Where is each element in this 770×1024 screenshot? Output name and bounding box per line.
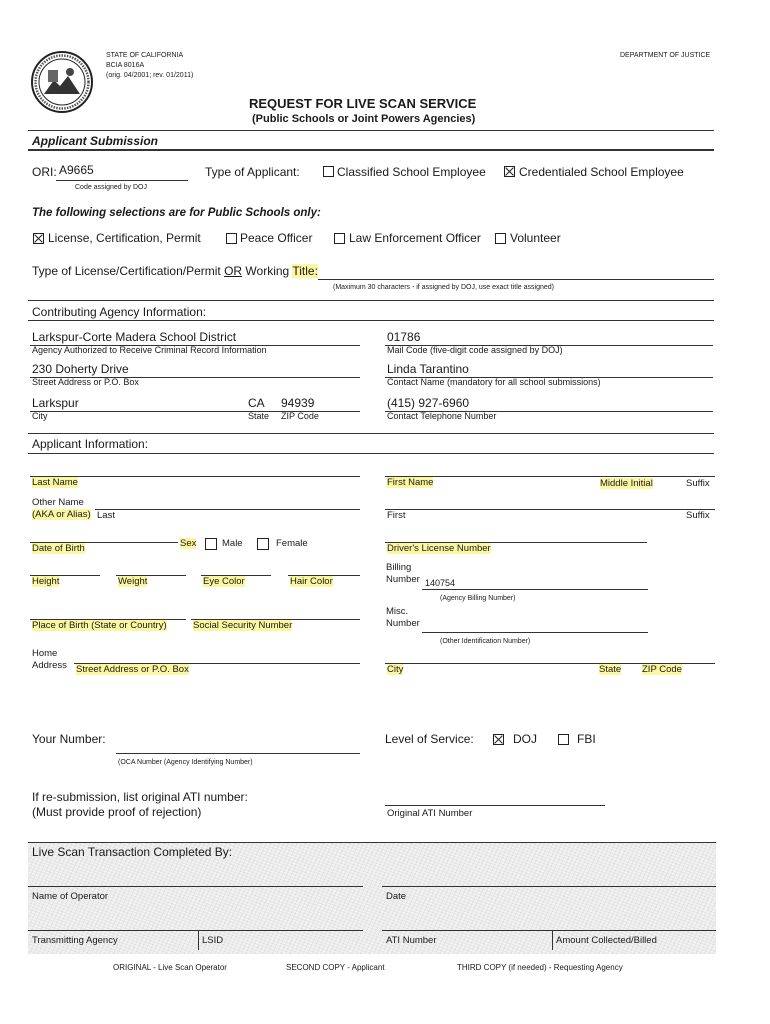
misc-label-b: Number <box>386 618 420 629</box>
billing-number-field[interactable]: 140754 <box>425 578 456 588</box>
level-of-service-label: Level of Service: <box>385 732 474 746</box>
place-of-birth-field[interactable]: Place of Birth (State or Country) <box>32 620 167 631</box>
home-city-field[interactable]: City <box>387 664 404 675</box>
ori-label: ORI: <box>32 165 57 179</box>
type-title-label: Type of License/Certification/Permit OR Working Title: <box>32 264 318 278</box>
phone-label: Contact Telephone Number <box>387 411 497 421</box>
city-label: City <box>32 411 48 421</box>
applicant-heading: Applicant Information: <box>32 437 149 451</box>
male-checkbox[interactable] <box>205 538 217 550</box>
zip-field[interactable]: 94939 <box>281 396 315 410</box>
form-id: BCIA 8016A <box>106 62 145 69</box>
classified-employee-label: Classified School Employee <box>337 165 486 179</box>
female-label: Female <box>276 538 308 549</box>
resubmission-note: (Must provide proof of rejection) <box>32 805 202 819</box>
footer-second: SECOND COPY - Applicant <box>286 963 385 972</box>
zip-label: ZIP Code <box>281 411 319 421</box>
footer-original: ORIGINAL - Live Scan Operator <box>113 963 227 972</box>
credentialed-employee-checkbox[interactable] <box>504 166 515 177</box>
suffix-field[interactable]: Suffix <box>686 478 710 489</box>
last-name-field[interactable]: Last Name <box>32 477 78 488</box>
mail-code-field[interactable]: 01786 <box>387 330 421 344</box>
transmitting-agency-field[interactable]: Transmitting Agency <box>32 935 118 946</box>
city-field[interactable]: Larkspur <box>32 396 79 410</box>
phone-field[interactable]: (415) 927-6960 <box>387 396 470 410</box>
first-name-field[interactable]: First Name <box>387 477 434 488</box>
amount-collected-field[interactable]: Amount Collected/Billed <box>556 935 657 946</box>
misc-note: (Other Identification Number) <box>440 638 531 645</box>
contributing-heading: Contributing Agency Information: <box>32 305 207 319</box>
other-suffix-field[interactable]: Suffix <box>686 510 710 521</box>
law-enforcement-checkbox[interactable] <box>334 233 345 244</box>
original-ati-field[interactable]: Original ATI Number <box>387 808 473 819</box>
operator-field[interactable]: Name of Operator <box>32 891 109 902</box>
peace-officer-checkbox[interactable] <box>226 233 237 244</box>
ssn-field[interactable]: Social Security Number <box>193 620 293 631</box>
home-zip-field[interactable]: ZIP Code <box>642 664 682 675</box>
drivers-license-field[interactable]: Driver's License Number <box>387 543 491 554</box>
ati-number-field[interactable]: ATI Number <box>386 935 437 946</box>
sex-label: Sex <box>180 538 197 549</box>
volunteer-checkbox[interactable] <box>495 233 506 244</box>
your-number-label: Your Number: <box>32 732 106 746</box>
department-label: DEPARTMENT OF JUSTICE <box>620 52 711 59</box>
state-field[interactable]: CA <box>248 396 265 410</box>
height-field[interactable]: Height <box>32 576 60 587</box>
mail-code-label: Mail Code (five-digit code assigned by DOJ) <box>387 345 563 355</box>
lsid-field[interactable]: LSID <box>202 935 224 946</box>
fbi-label: FBI <box>577 732 596 746</box>
license-checkbox[interactable] <box>33 233 44 244</box>
contact-name-label: Contact Name (mandatory for all school submissions) <box>387 377 601 387</box>
date-field[interactable]: Date <box>386 891 407 902</box>
home-state-field[interactable]: State <box>599 664 622 675</box>
applicant-submission-heading: Applicant Submission <box>32 134 159 148</box>
law-enforcement-label: Law Enforcement Officer <box>349 231 481 245</box>
weight-field[interactable]: Weight <box>118 576 148 587</box>
doj-checkbox[interactable] <box>493 734 504 745</box>
other-name-label: Other Name <box>32 497 84 508</box>
aka-label: (AKA or Alias) <box>32 509 91 520</box>
contact-name-field[interactable]: Linda Tarantino <box>387 362 469 376</box>
type-title-note: (Maximum 30 characters - if assigned by DOJ, use exact title assigned) <box>333 284 554 291</box>
street-field[interactable]: 230 Doherty Drive <box>32 362 129 376</box>
billing-label-b: Number <box>386 574 420 585</box>
completed-by-heading: Live Scan Transaction Completed By: <box>32 845 233 859</box>
hair-color-field[interactable]: Hair Color <box>290 576 333 587</box>
volunteer-label: Volunteer <box>510 231 561 245</box>
footer-third: THIRD COPY (if needed) - Requesting Agency <box>457 963 623 972</box>
classified-employee-checkbox[interactable] <box>323 166 334 177</box>
resubmission-label: If re-submission, list original ATI number: <box>32 790 248 804</box>
state-seal-icon <box>30 50 94 114</box>
billing-note: (Agency Billing Number) <box>440 595 516 602</box>
form-revision: (orig. 04/2001; rev. 01/2011) <box>106 72 194 79</box>
state-label-field: State <box>248 411 270 421</box>
fbi-checkbox[interactable] <box>558 734 569 745</box>
female-checkbox[interactable] <box>257 538 269 550</box>
peace-officer-label: Peace Officer <box>240 231 313 245</box>
agency-label: Agency Authorized to Receive Criminal Record Information <box>32 345 267 355</box>
selections-heading: The following selections are for Public Schools only: <box>32 207 321 219</box>
dob-field[interactable]: Date of Birth <box>32 543 85 554</box>
type-of-applicant-label: Type of Applicant: <box>205 165 300 179</box>
home-label-b: Address <box>32 660 67 671</box>
state-label: STATE OF CALIFORNIA <box>106 52 184 59</box>
credentialed-employee-label: Credentialed School Employee <box>519 165 684 179</box>
form-title: REQUEST FOR LIVE SCAN SERVICE <box>249 96 477 111</box>
ori-field[interactable]: A9665 <box>59 163 94 177</box>
doj-label: DOJ <box>513 732 537 746</box>
home-label-a: Home <box>32 648 58 659</box>
form-subtitle: (Public Schools or Joint Powers Agencies) <box>252 113 476 125</box>
other-first-field[interactable]: First <box>387 510 406 521</box>
street-label: Street Address or P.O. Box <box>32 377 139 387</box>
male-label: Male <box>222 538 243 549</box>
eye-color-field[interactable]: Eye Color <box>203 576 245 587</box>
license-label: License, Certification, Permit <box>48 231 201 245</box>
other-last-field[interactable]: Last <box>97 510 115 521</box>
ori-note: Code assigned by DOJ <box>75 184 147 191</box>
oca-note: (OCA Number (Agency Identifying Number) <box>118 759 253 766</box>
agency-field[interactable]: Larkspur-Corte Madera School District <box>32 330 237 344</box>
billing-label-a: Billing <box>386 562 412 573</box>
misc-label-a: Misc. <box>386 606 409 617</box>
middle-initial-field[interactable]: Middle Initial <box>600 478 653 489</box>
home-street-field[interactable]: Street Address or P.O. Box <box>76 664 189 675</box>
